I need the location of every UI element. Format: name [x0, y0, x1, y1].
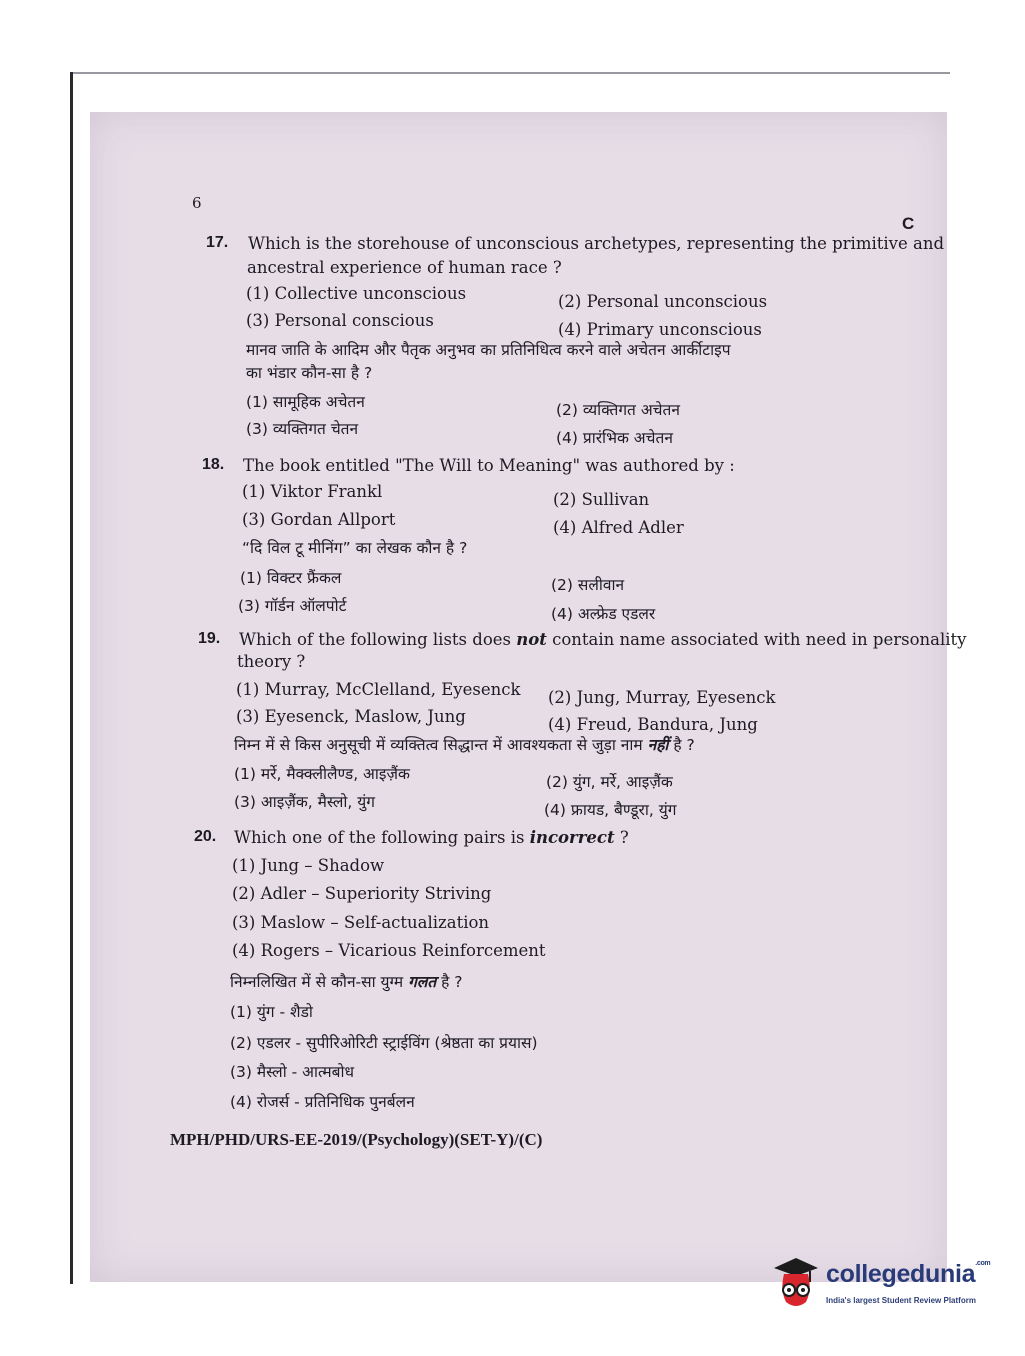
question-number: 19.	[198, 630, 221, 647]
question-text-hi: निम्नलिखित में से कौन-सा युग्म गलत है ?	[230, 973, 463, 991]
option-hi: (4) रोजर्स - प्रतिनिधिक पुनर्बलन	[230, 1093, 415, 1111]
emphasis-not-hi: नहीं	[647, 736, 669, 754]
collegedunia-logo	[770, 1254, 1000, 1314]
option-hi: (1) युंग - शैडो	[230, 1003, 313, 1021]
emphasis-incorrect: incorrect	[529, 828, 615, 847]
option-en: (4) Alfred Adler	[553, 518, 684, 537]
question-number: 20.	[194, 828, 217, 845]
option-en: (1) Collective unconscious	[246, 284, 467, 303]
option-hi: (4) अल्फ्रेड एडलर	[551, 605, 656, 623]
question-text-hi: मानव जाति के आदिम और पैतृक अनुभव का प्रतिनिधित्व करने वाले अचेतन आर्कीटाइप	[246, 341, 731, 359]
option-hi: (2) व्यक्तिगत अचेतन	[556, 401, 680, 419]
option-en: (2) Jung, Murray, Eyesenck	[548, 688, 776, 707]
question-text-hi: का भंडार कौन-सा है ?	[246, 364, 373, 382]
question-text-hi: निम्न में से किस अनुसूची में व्यक्तित्व सिद्धान्त में आवश्यकता से जुड़ा नाम नहीं है ?	[234, 736, 695, 754]
question-text-en: ancestral experience of human race ?	[247, 258, 562, 277]
mascot-icon	[770, 1254, 822, 1314]
option-en: (4) Freud, Bandura, Jung	[548, 715, 758, 734]
option-en: (1) Murray, McClelland, Eyesenck	[236, 680, 521, 699]
question-text-en: Which is the storehouse of unconscious archetypes, representing the primitive and	[248, 234, 945, 253]
option-hi: (4) फ्रायड, बैण्डूरा, युंग	[544, 801, 677, 819]
question-number: 18.	[202, 456, 225, 473]
option-hi: (2) युंग, मर्रे, आइज़ैंक	[546, 773, 673, 791]
option-hi: (3) व्यक्तिगत चेतन	[246, 420, 359, 438]
paper-code-footer: MPH/PHD/URS-EE-2019/(Psychology)(SET-Y)/(C)	[170, 1130, 543, 1149]
logo-wordmark: collegedunia$^{.com}$	[826, 1260, 991, 1288]
option-en: (3) Personal conscious	[246, 311, 434, 330]
option-hi: (2) सलीवान	[551, 576, 625, 594]
set-code: C	[902, 214, 915, 233]
emphasis-incorrect-hi: गलत	[408, 973, 437, 991]
question-text-en: theory ?	[237, 652, 306, 671]
option-hi: (1) मर्रे, मैक्क्लीलैण्ड, आइज़ैंक	[234, 765, 410, 783]
option-en: (2) Sullivan	[553, 490, 650, 509]
option-hi: (1) विक्टर फ्रैंकल	[240, 569, 342, 587]
option-hi: (3) मैस्लो - आत्मबोध	[230, 1063, 355, 1081]
option-en: (1) Jung – Shadow	[232, 856, 385, 875]
logo-suffix: .com	[975, 1260, 991, 1267]
logo-tagline: India's largest Student Review Platform	[826, 1296, 976, 1305]
question-number: 17.	[206, 234, 229, 251]
option-hi: (3) आइज़ैंक, मैस्लो, युंग	[234, 793, 375, 811]
scan-edge-left	[70, 72, 73, 1284]
option-en: (2) Personal unconscious	[558, 292, 768, 311]
option-hi: (3) गॉर्डन ऑलपोर्ट	[238, 597, 347, 615]
page-number: 6	[192, 194, 202, 212]
question-text-en: Which of the following lists does not contain name associated with need in personality	[239, 630, 967, 649]
option-hi: (2) एडलर - सुपीरिओरिटी स्ट्राईविंग (श्रेष्ठता का प्रयास)	[230, 1034, 538, 1052]
option-en: (3) Maslow – Self-actualization	[232, 913, 490, 932]
option-hi: (1) सामूहिक अचेतन	[246, 393, 365, 411]
question-text-en: Which one of the following pairs is incorrect ?	[234, 828, 629, 847]
option-en: (3) Gordan Allport	[242, 510, 396, 529]
option-hi: (4) प्रारंभिक अचेतन	[556, 429, 673, 447]
option-en: (3) Eyesenck, Maslow, Jung	[236, 707, 466, 726]
option-en: (4) Primary unconscious	[558, 320, 762, 339]
emphasis-not: not	[516, 630, 547, 649]
option-en: (4) Rogers – Vicarious Reinforcement	[232, 941, 546, 960]
option-en: (2) Adler – Superiority Striving	[232, 884, 492, 903]
question-text-hi: “दि विल टू मीनिंग” का लेखक कौन है ?	[242, 539, 468, 557]
scan-edge-top	[70, 72, 950, 74]
question-text-en: The book entitled "The Will to Meaning" was authored by :	[243, 456, 735, 475]
option-en: (1) Viktor Frankl	[242, 482, 383, 501]
